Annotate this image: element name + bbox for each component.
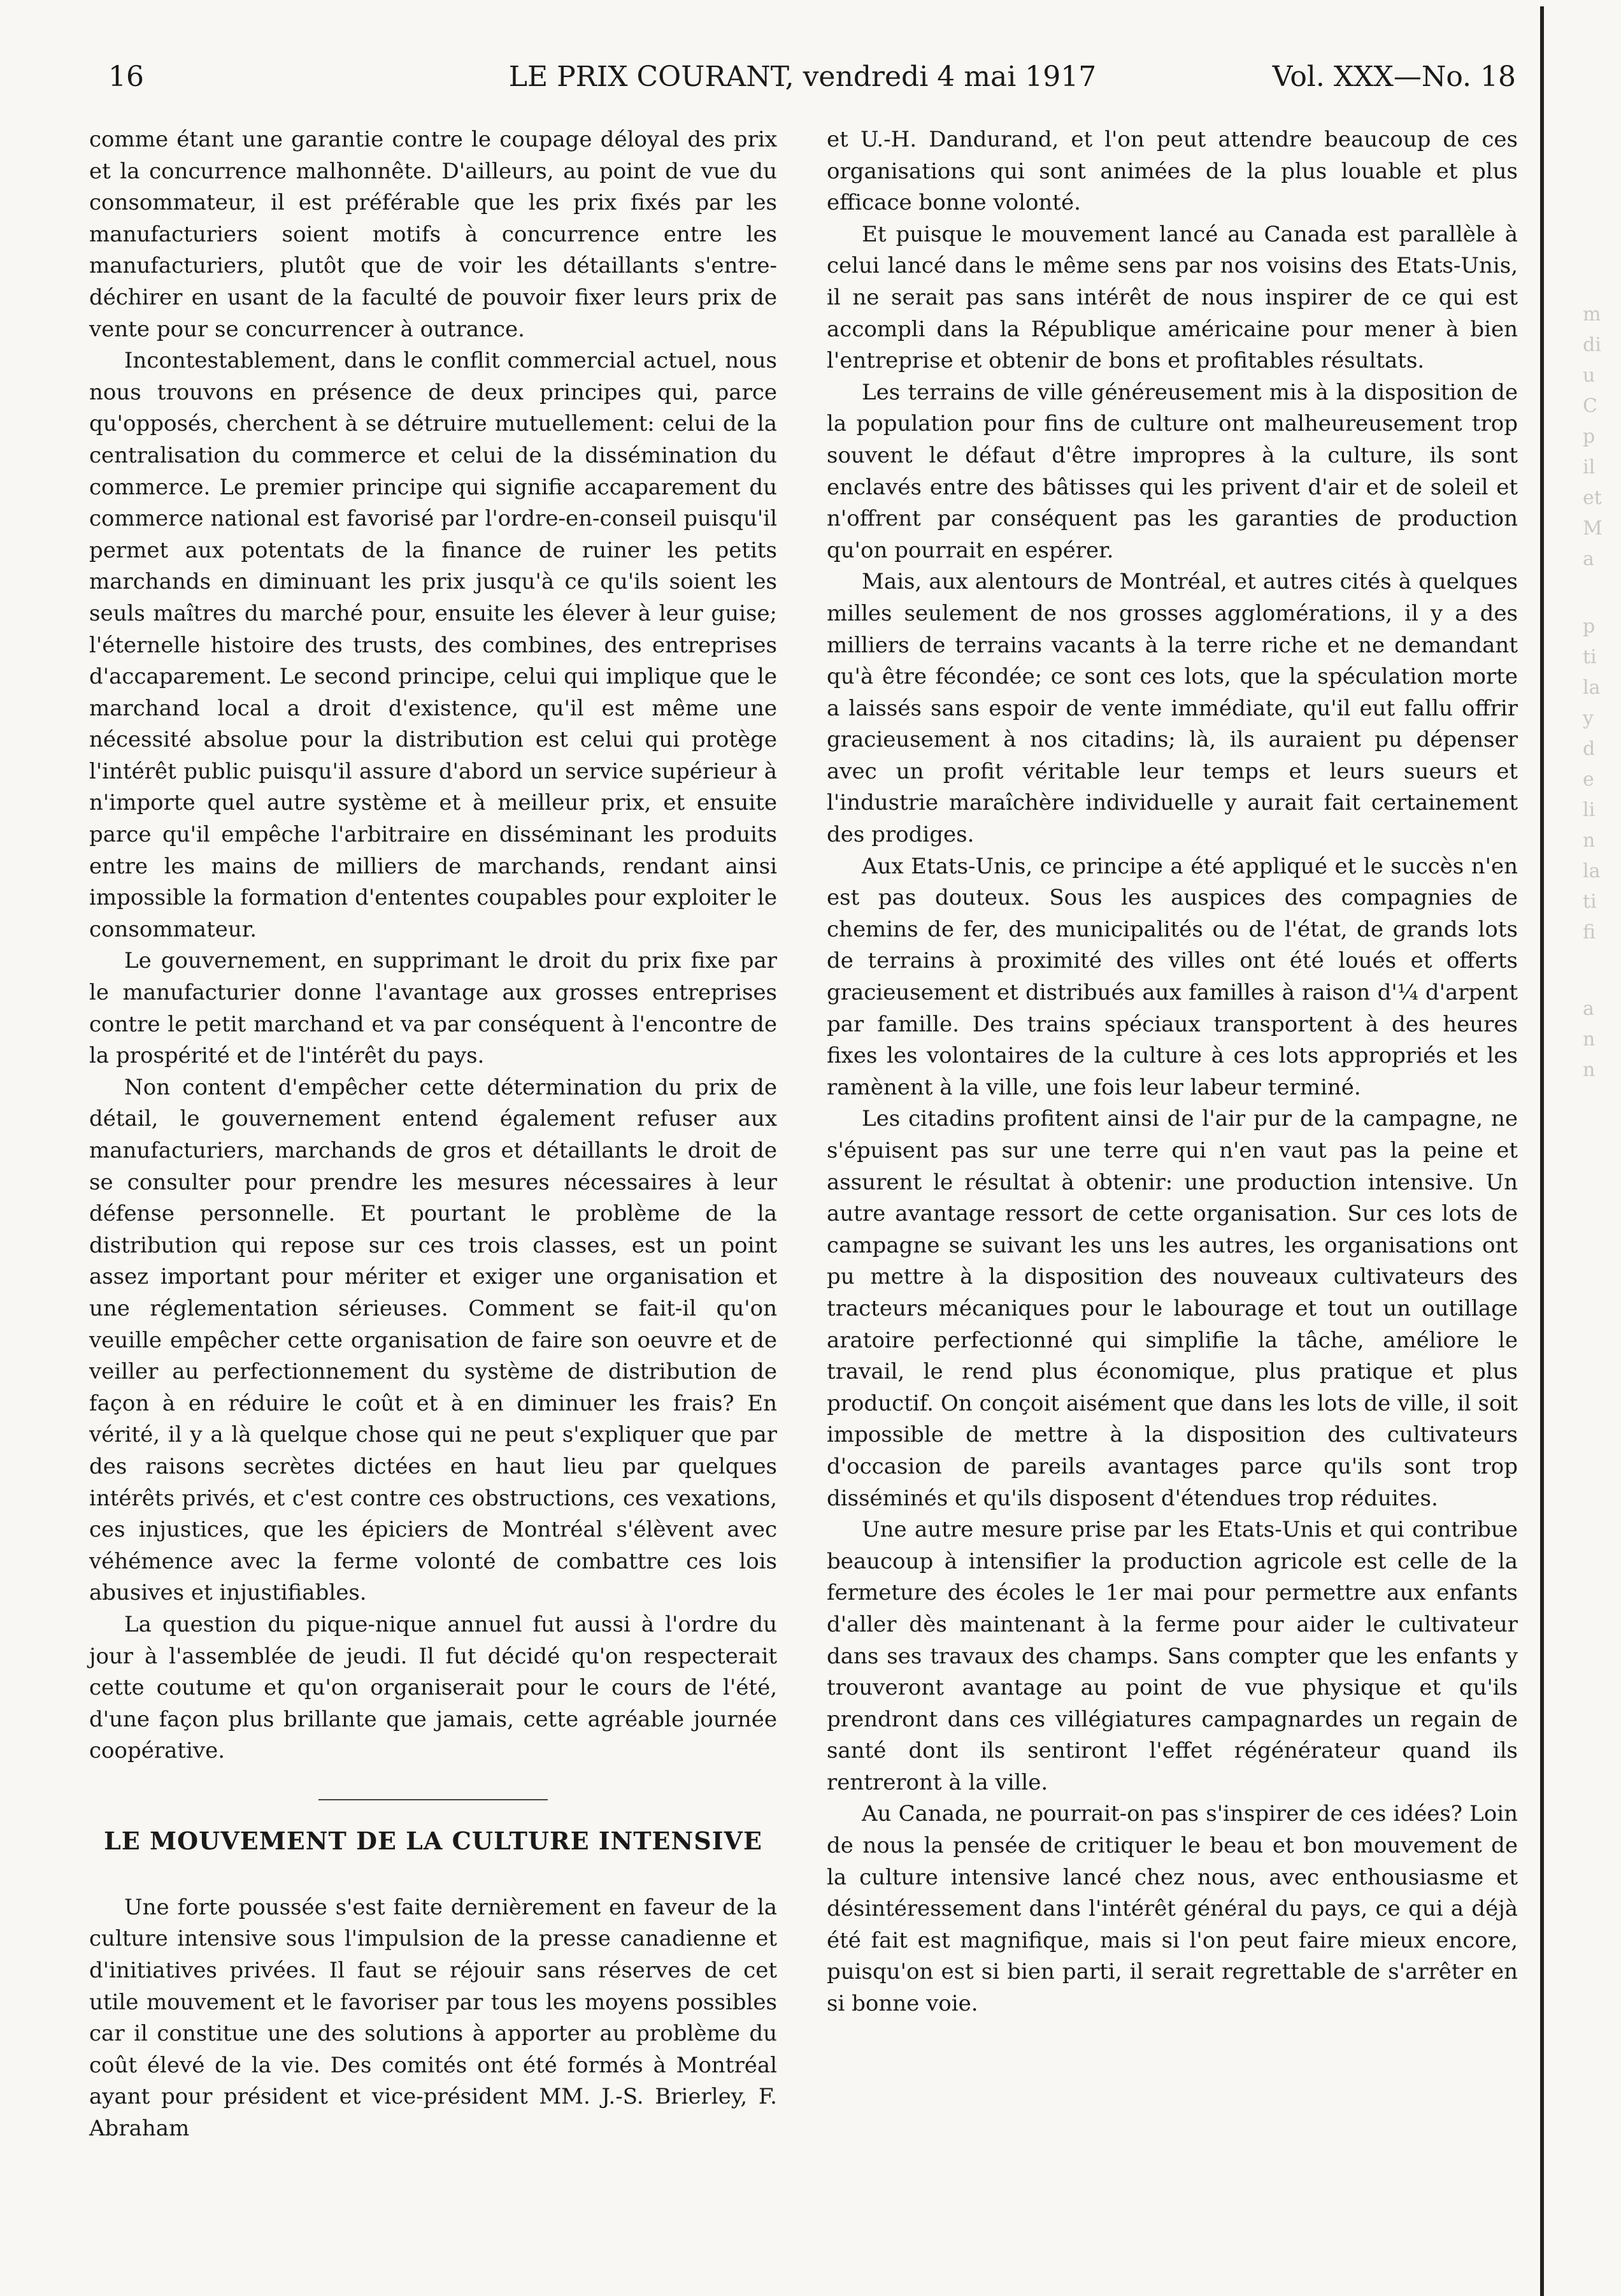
bleed-fragment: di (1583, 334, 1601, 356)
article-paragraph: Au Canada, ne pourrait-on pas s'inspirer de ces idées? Loin de nous la pensée de critiquer le beau et bon mouvement de la culture intensive lancé chez nous, avec enthousiasme et désintéressement dans l'intérêt général du pays, ce qui a déjà été fait est magnifique, mais si l'on peut faire mieux encore, puisqu'on est si bien parti, il serait regrettable de s'arrêter en si bonne voie. (827, 1801, 1518, 2017)
margin-bleed-text (1583, 994, 1621, 1086)
margin-bleed-text (1583, 299, 1621, 575)
bleed-fragment: et (1583, 487, 1602, 509)
right-column (827, 124, 1518, 2020)
bleed-fragment: a (1583, 548, 1594, 570)
bleed-fragment: ti (1583, 891, 1597, 913)
article-paragraph: Non content d'empêcher cette détermination du prix de détail, le gouvernement entend également refuser aux manufacturiers, marchands de gros et détaillants le droit de se consulter pour prendre les mesures nécessaires à leur défense personnelle. Et pourtant le problème de la distribution qui repose sur ces trois classes, est un point assez important pour mériter et exiger une organisation et une réglementation sérieuses. Comment se fait-il qu'on veuille empêcher cette organisation de faire son oeuvre et de veiller au perfectionnement du système de distribution de façon à en réduire le coût et à en diminuer les frais? En vérité, il y a là quelque chose qui ne peut s'expliquer que par des raisons secrètes dictées en haut lieu par quelques intérêts privés, et c'est contre ces obstructions, ces vexations, ces injustices, que les épiciers de Montréal s'élèvent avec véhémence avec la ferme volonté de combattre ces lois abusives et injustifiables. (89, 1074, 777, 1606)
volume-number: Vol. XXX—No. 18 (1272, 61, 1516, 93)
section-title: LE MOUVEMENT DE LA CULTURE INTENSIVE (104, 1826, 762, 1855)
article-paragraph: Une forte poussée s'est faite dernièrement en faveur de la culture intensive sous l'impulsion de la presse canadienne et d'initiatives privées. Il faut se réjouir sans réserves de cet utile mouvement et le favoriser par tous les moyens possibles car il constitue une des solutions à apporter au problème du coût élevé de la vie. Des comités ont été formés à Montréal ayant pour président et vice-président MM. J.-S. Brierley, F. Abraham (89, 1894, 777, 2142)
bleed-fragment: fi (1583, 921, 1596, 944)
bleed-fragment: e (1583, 768, 1594, 791)
page-header (89, 54, 1516, 105)
bleed-fragment: n (1583, 1028, 1596, 1051)
bleed-fragment: d (1583, 738, 1596, 760)
article-paragraph: Incontestablement, dans le conflit commercial actuel, nous nous trouvons en présence de deux principes qui, parce qu'opposés, cherchent à se détruire mutuellement: celui de la centralisation du commerce et celui de la dissémination du commerce. Le premier principe qui signifie accaparement du commerce national est favorisé par l'ordre-en-conseil puisqu'il permet aux potentats de la finance de ruiner les petits marchands en diminuant les prix jusqu'à ce qu'ils soient les seuls maîtres du marché pour, ensuite les élever à leur guise; l'éternelle histoire des trusts, des combines, des entreprises d'accaparement. Le second principe, celui qui implique que le marchand local a droit d'existence, qu'il est même une nécessité absolue pour la distribution est celui qui protège l'intérêt public puisqu'il assure d'abord un service supérieur à n'importe quel autre système et à meilleur prix, et ensuite parce qu'il empêche l'arbitraire en disséminant les produits entre les mains de milliers de marchands, rendant ainsi impossible la formation d'ententes coupables pour exploiter le consommateur. (89, 348, 777, 942)
bleed-fragment: C (1583, 395, 1597, 417)
article-paragraph: comme étant une garantie contre le coupage déloyal des prix et la concurrence malhonnête. D'ailleurs, au point de vue du consommateur, il est préférable que les prix fixés par les manufacturiers soient motifs à concurrence entre les manufacturiers, plutôt que de voir les détaillants s'entre-déchirer en usant de la faculté de pouvoir fixer leurs prix de vente pour se concurrencer à outrance. (89, 127, 777, 342)
bleed-fragment: u (1583, 364, 1596, 387)
bleed-fragment: M (1583, 517, 1603, 540)
article-paragraph: Aux Etats-Unis, ce principe a été appliqué et le succès n'en est pas douteux. Sous les auspices des compagnies de chemins de fer, des municipalités ou de l'état, de grands lots de terrains à proximité des villes ont été loués et offerts gracieusement et distribués aux familles à raison d'¼ d'arpent par famille. Des trains spéciaux transportent à des heures fixes les volontaires de la culture à ces lots appropriés et les ramènent à la ville, une fois leur labeur terminé. (827, 853, 1518, 1100)
article-paragraph: La question du pique-nique annuel fut aussi à l'ordre du jour à l'assemblée de jeudi. Il fut décidé qu'on respecterait cette coutume et qu'on organiserait pour le cours de l'été, d'une façon plus brillante que jamais, cette agréable journée coopérative. (89, 1611, 777, 1764)
bleed-fragment: y (1583, 707, 1594, 729)
article-paragraph: Une autre mesure prise par les Etats-Unis et qui contribue beaucoup à intensifier la production agricole est celle de la fermeture des écoles le 1er mai pour permettre aux enfants d'aller dès maintenant à la ferme pour aider le cultivateur dans ses travaux des champs. Sans compter que les enfants y trouveront avantage au point de vue physique et qu'ils prendront dans ces villégiatures campagnardes un regain de santé dont ils sentiront l'effet régénérateur quand ils rentreront à la ville. (827, 1517, 1518, 1795)
page-number: 16 (108, 61, 144, 93)
section-divider (318, 1799, 548, 1800)
bleed-fragment: p (1583, 615, 1596, 638)
article-paragraph: Les citadins profitent ainsi de l'air pur de la campagne, ne s'épuisent pas sur une terre qui n'en vaut pas la peine et assurent le résultat à obtenir: une production intensive. Un autre avantage ressort de cette organisation. Sur ces lots de campagne se suivant les uns les autres, les organisations ont pu mettre à la disposition des nouveaux cultivateurs des tracteurs mécaniques pour le labourage et tout un outillage aratoire perfectionné qui simplifie la tâche, améliore le travail, le rend plus économique, plus pratique et plus productif. On conçoit aisément que dans les lots de ville, il soit impossible de mettre à la disposition des cultivateurs d'occasion de pareils avantages parce qu'ils sont trop disséminés et qu'ils disposent d'étendues trop réduites. (827, 1106, 1518, 1511)
article-paragraph: Et puisque le mouvement lancé au Canada est parallèle à celui lancé dans le même sens par nos voisins des Etats-Unis, il ne serait pas sans intérêt de nous inspirer de ce qui est accompli dans la République américaine pour mener à bien l'entreprise et obtenir de bons et profitables résultats. (827, 221, 1518, 374)
article-paragraph: et U.-H. Dandurand, et l'on peut attendre beaucoup de ces organisations qui sont animées de la plus louable et plus efficace bonne volonté. (827, 127, 1518, 216)
bleed-fragment: m (1583, 303, 1601, 326)
bleed-fragment: ti (1583, 646, 1597, 668)
bleed-fragment: la (1583, 860, 1601, 882)
article-paragraph: Mais, aux alentours de Montréal, et autres cités à quelques milles seulement de nos grosses agglomérations, il y a des milliers de terrains vacants à la terre riche et ne demandant qu'à être fécondée; ce sont ces lots, que la spéculation morte a laissés sans espoir de vente immédiate, qu'il eut fallu offrir gracieusement à nos citadins; là, ils auraient pu dépenser avec un profit véritable leur temps et leurs sueurs et l'industrie maraîchère individuelle y aurait fait certainement des prodiges. (827, 569, 1518, 848)
article-paragraph: Les terrains de ville généreusement mis à la disposition de la population pour fins de culture ont malheureusement trop souvent le défaut d'être impropres à la culture, ils sont enclavés entre des bâtisses qui les privent d'air et de soleil et n'offrent par conséquent pas les garanties de production qu'on pourrait en espérer. (827, 379, 1518, 563)
bleed-fragment: n (1583, 829, 1596, 852)
article-paragraph: Le gouvernement, en supprimant le droit du prix fixe par le manufacturier donne l'avantage aux grosses entreprises contre le petit marchand et va par conséquent à l'encontre de la prospérité et de l'intérêt du pays. (89, 948, 777, 1069)
page-edge-rule (1540, 6, 1544, 2296)
bleed-fragment: a (1583, 998, 1594, 1020)
bleed-fragment: p (1583, 426, 1596, 448)
bleed-fragment: la (1583, 677, 1601, 699)
margin-bleed-text (1583, 612, 1621, 948)
publication-title: LE PRIX COURANT, vendredi 4 mai 1917 (508, 61, 1097, 93)
bleed-fragment: li (1583, 799, 1596, 821)
bleed-fragment: il (1583, 456, 1596, 478)
left-column (89, 124, 777, 2145)
bleed-fragment: n (1583, 1059, 1596, 1081)
